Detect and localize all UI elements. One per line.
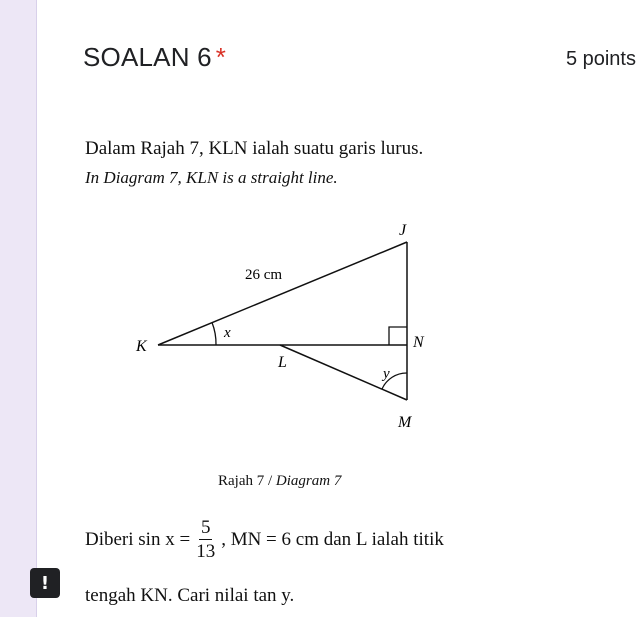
given-statement — [85, 518, 444, 561]
label-K: K — [136, 338, 147, 355]
label-x: x — [224, 325, 231, 341]
alert-icon[interactable]: ! — [30, 568, 60, 598]
angle-x-arc — [212, 323, 216, 346]
question-title-text: SOALAN 6 — [83, 42, 212, 72]
question-line: tengah KN. Cari nilai tan y. — [85, 585, 295, 606]
required-marker: * — [215, 42, 227, 72]
fraction — [194, 518, 217, 561]
question-text-malay: Dalam Rajah 7, KLN ialah suatu garis lurus. — [85, 138, 424, 159]
caption-malay: Rajah 7 / — [218, 473, 276, 489]
triangle-diagram — [130, 215, 450, 440]
diagram-caption — [218, 473, 341, 490]
fraction-denominator: 13 — [196, 541, 216, 562]
line-KJ — [158, 242, 407, 345]
label-L: L — [278, 354, 287, 371]
label-J: J — [399, 222, 407, 239]
right-angle-marker — [389, 327, 407, 345]
label-y: y — [383, 366, 390, 382]
label-M: M — [398, 414, 412, 431]
caption-english: Diagram 7 — [275, 473, 342, 489]
fraction-numerator: 5 — [200, 517, 211, 538]
label-N: N — [413, 334, 424, 351]
label-side-KJ: 26 cm — [245, 267, 283, 283]
given-rest: , MN = 6 cm dan L ialah titik — [221, 528, 444, 550]
given-start: Diberi sin x = — [85, 528, 191, 550]
left-accent-strip — [0, 0, 37, 617]
points-label: 5 points — [565, 48, 636, 70]
question-title — [83, 42, 226, 73]
question-text-english: In Diagram 7, KLN is a straight line. — [85, 168, 338, 187]
